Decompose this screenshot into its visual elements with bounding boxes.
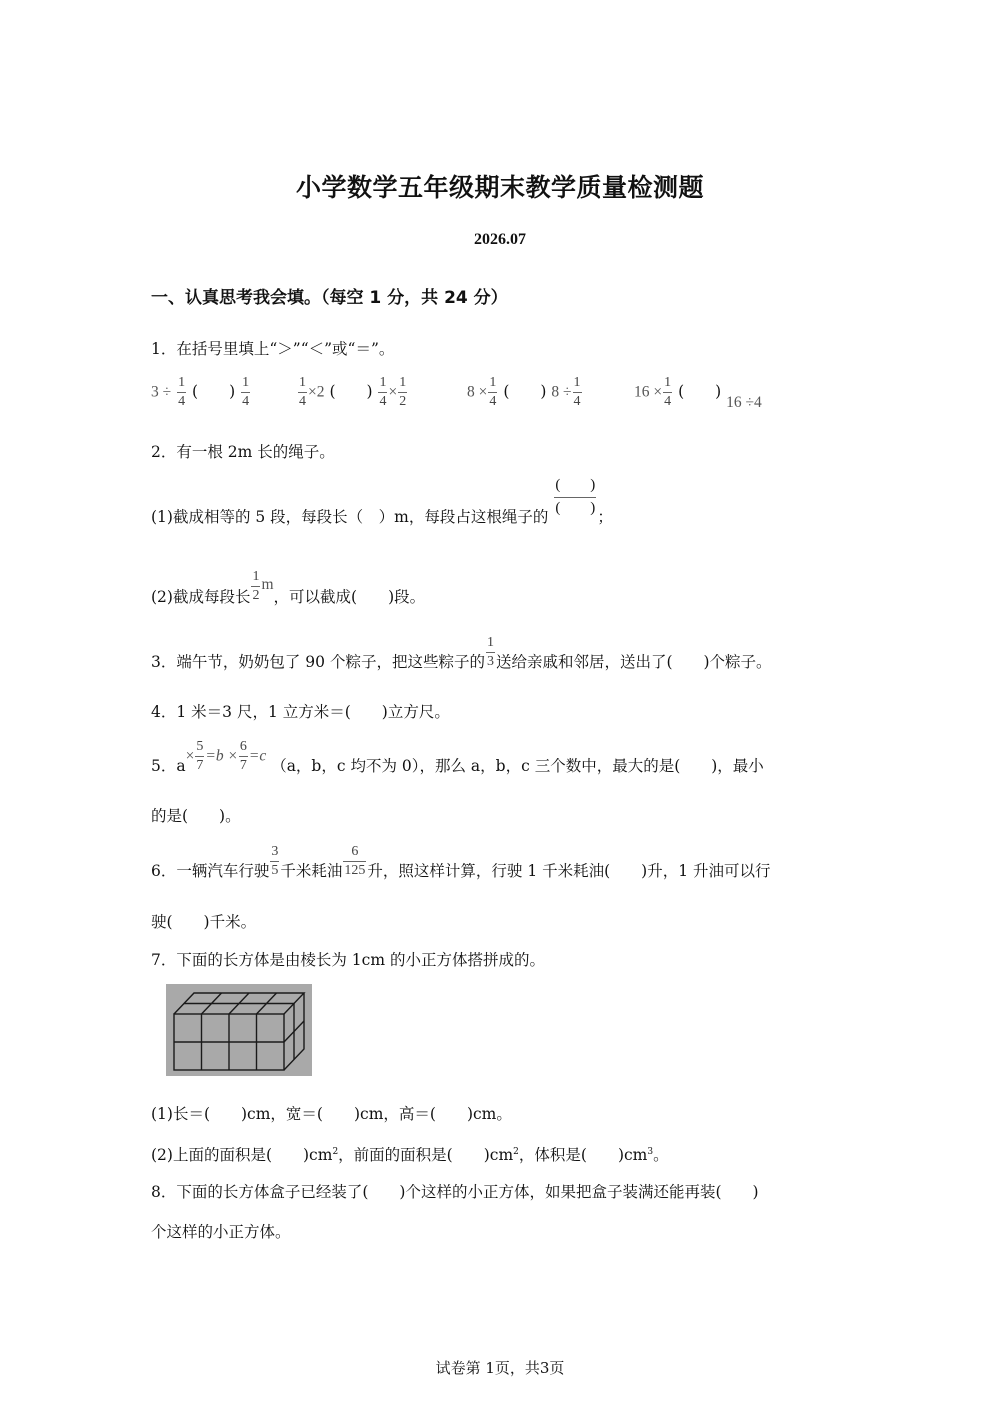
expr-op: ×: [388, 383, 398, 401]
question-7-part-2: [151, 1140, 669, 1167]
question-text: （a，b，c 均不为 0），那么 a，b，c 三个数中，最大的是( )，最小: [271, 756, 764, 775]
answer-blank[interactable]: ( ): [192, 382, 236, 401]
fraction: $\frac{1}{4}$: [379, 375, 387, 409]
fraction: $\frac{1}{4}$: [664, 375, 672, 409]
question-4: 4．1 米＝3 尺，1 立方米＝( )立方尺。: [151, 703, 450, 721]
cuboid-figure: [166, 984, 312, 1076]
superscript: 2: [332, 1147, 339, 1157]
question-text: 升，照这样计算，行驶 1 千米耗油( )升，1 升油可以行: [367, 861, 771, 880]
question-text: 5．a: [151, 756, 186, 775]
superscript: 3: [647, 1147, 654, 1157]
fraction: $\frac{1}{4}$: [489, 375, 497, 409]
question-2-text: 2．有一根 2m 长的绳子。: [151, 443, 335, 461]
question-6-line-1: [151, 845, 771, 878]
exam-date: 2026.07: [474, 231, 526, 248]
fraction: $\frac{1}{4}$: [573, 375, 581, 409]
fraction: $\frac{1}{4}$: [299, 375, 306, 409]
answer-blank[interactable]: ( ): [329, 382, 373, 401]
expr-op: ×2: [308, 383, 325, 401]
question-7-part-1: (1)长＝( )cm，宽＝( )cm，高＝( )cm。: [151, 1105, 512, 1123]
part-text: ，可以截成( )段。: [273, 587, 426, 606]
question-8-line-2: 个这样的小正方体。: [151, 1223, 291, 1241]
fraction: $\frac{1}{2}$: [399, 375, 407, 409]
expr-left: 8 ×: [467, 383, 488, 401]
question-8-line-1: 8．下面的长方体盒子已经装了( )个这样的小正方体，如果把盒子装满还能再装( ): [151, 1183, 759, 1201]
part-text: 。: [653, 1146, 669, 1165]
expr-left: 3 ÷: [151, 383, 172, 401]
question-2-part-1: [151, 477, 613, 526]
page-footer: 试卷第 1页，共3页: [435, 1359, 565, 1377]
question-text: 送给亲戚和邻居，送出了( )个粽子。: [495, 652, 772, 671]
fraction: $\frac{5}{7}$: [196, 739, 204, 773]
expr-right: 16 ÷4: [726, 393, 762, 411]
question-text: 千米耗油: [280, 861, 343, 880]
expr-op: ×: [185, 747, 195, 765]
page-title: 小学数学五年级期末教学质量检测题: [295, 173, 704, 202]
fraction: $\frac{3}{5}$: [271, 844, 279, 878]
part-end: ；: [597, 508, 613, 526]
question-text: 3．端午节，奶奶包了 90 个粽子，把这些粽子的: [151, 652, 485, 671]
expr-left: 16 ×: [634, 383, 663, 401]
expr-right: 8 ÷: [551, 383, 572, 401]
expr-op: =c: [248, 747, 267, 765]
unit: m: [261, 575, 274, 593]
question-6-line-2: 驶( )千米。: [151, 913, 257, 931]
question-1-text: 1．在括号里填上“＞”“＜”或“＝”。: [151, 340, 395, 358]
question-1-item-1: [151, 376, 251, 409]
question-3: [151, 636, 772, 669]
question-2-part-2: [151, 569, 426, 606]
question-1-item-4: [634, 376, 762, 409]
section-heading-1: 一、认真思考我会填。（每空 1 分，共 24 分）: [151, 288, 508, 308]
part-text: ，前面的面积是( )cm: [338, 1146, 514, 1165]
question-1-item-2: [297, 376, 408, 409]
part-text: ，体积是( )cm: [518, 1146, 648, 1165]
question-7-text: 7．下面的长方体是由棱长为 1cm 的小正方体搭拼成的。: [151, 951, 545, 969]
question-1-item-3: [467, 376, 583, 409]
answer-blank[interactable]: ( ): [503, 382, 547, 401]
expr-op: =b ×: [205, 747, 238, 765]
answer-blank[interactable]: ( ): [678, 382, 722, 401]
part-text: (2)上面的面积是( )cm: [151, 1146, 333, 1165]
question-5-line-1: [151, 740, 764, 773]
fraction: $\frac{6}{7}$: [239, 739, 247, 773]
fraction: $\frac{6}{125}$: [344, 844, 366, 878]
superscript: 2: [513, 1147, 519, 1157]
part-text: (2)截成每段长: [151, 587, 251, 606]
question-5-line-2: 的是( )。: [151, 807, 241, 825]
blank-fraction[interactable]: $\frac{( )}{( )}$: [555, 477, 596, 516]
fraction: $\frac{1}{4}$: [242, 375, 250, 409]
part-text: (1)截成相等的 5 段，每段长（ ）m，每段占这根绳子的: [151, 508, 549, 526]
fraction: $\frac{1}{3}$: [486, 635, 494, 669]
fraction: $\frac{1}{4}$: [178, 375, 186, 409]
question-text: 6．一辆汽车行驶: [151, 861, 270, 880]
fraction: $\frac{1}{2}$: [252, 569, 260, 603]
